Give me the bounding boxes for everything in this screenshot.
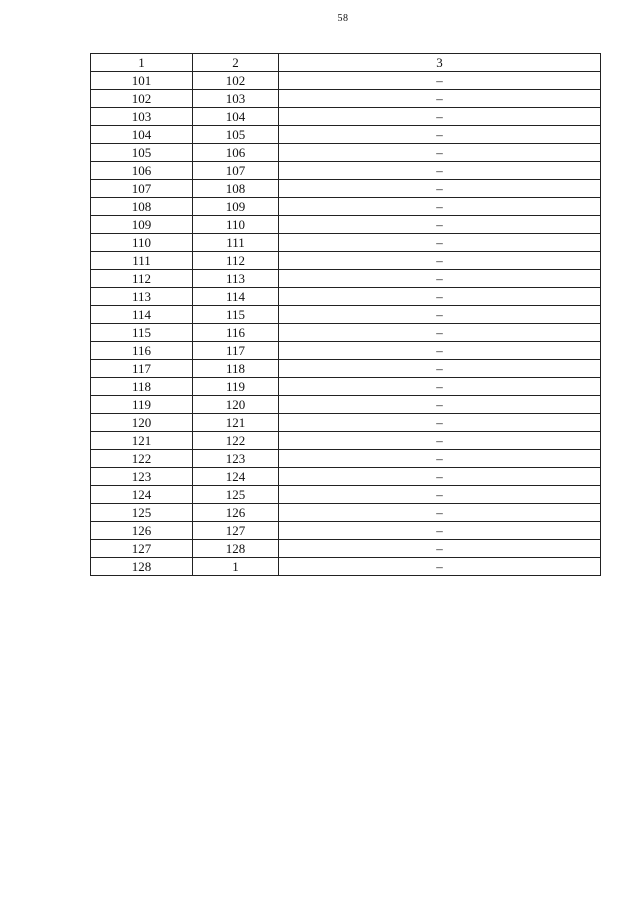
table-cell-col-3: – — [279, 360, 601, 378]
table-row — [91, 522, 601, 540]
table-row — [91, 396, 601, 414]
table-cell-col-2: 1 — [193, 558, 279, 576]
table-cell-col-1: 117 — [91, 360, 193, 378]
table-cell-col-3: – — [279, 162, 601, 180]
table-row — [91, 414, 601, 432]
table-cell-col-3: – — [279, 486, 601, 504]
table-cell-col-1: 116 — [91, 342, 193, 360]
table-cell-col-3: – — [279, 288, 601, 306]
table-cell-col-3: – — [279, 468, 601, 486]
table-cell-col-3: – — [279, 396, 601, 414]
table-cell-col-2: 117 — [193, 342, 279, 360]
table-cell-col-2: 123 — [193, 450, 279, 468]
table-cell-col-2: 107 — [193, 162, 279, 180]
table-cell-col-2: 103 — [193, 90, 279, 108]
page-number: 58 — [337, 13, 349, 24]
table-row — [91, 270, 601, 288]
table-cell-col-3: – — [279, 558, 601, 576]
table-cell-col-1: 112 — [91, 270, 193, 288]
table-cell-col-1: 121 — [91, 432, 193, 450]
table-cell-col-1: 126 — [91, 522, 193, 540]
data-table — [90, 53, 601, 576]
table-row — [91, 450, 601, 468]
table-cell-col-1: 125 — [91, 504, 193, 522]
table-cell-col-1: 107 — [91, 180, 193, 198]
table-cell-col-3: – — [279, 522, 601, 540]
table-cell-col-2: 125 — [193, 486, 279, 504]
table-row — [91, 72, 601, 90]
table-cell-col-2: 128 — [193, 540, 279, 558]
table-cell-col-2: 105 — [193, 126, 279, 144]
table-cell-col-3: – — [279, 72, 601, 90]
table-cell-col-2: 108 — [193, 180, 279, 198]
table-cell-col-3: – — [279, 414, 601, 432]
table-row — [91, 288, 601, 306]
table-cell-col-2: 124 — [193, 468, 279, 486]
table-cell-col-1: 104 — [91, 126, 193, 144]
table-cell-col-2: 120 — [193, 396, 279, 414]
table-row — [91, 504, 601, 522]
table-cell-col-3: – — [279, 126, 601, 144]
table-cell-col-3: – — [279, 540, 601, 558]
table-row — [91, 180, 601, 198]
table-cell-col-1: 115 — [91, 324, 193, 342]
table-row — [91, 360, 601, 378]
table-cell-col-3: – — [279, 324, 601, 342]
table-row — [91, 216, 601, 234]
table-cell-col-3: – — [279, 342, 601, 360]
table-cell-col-1: 119 — [91, 396, 193, 414]
column-header-2: 2 — [193, 54, 279, 72]
table-cell-col-3: – — [279, 90, 601, 108]
column-header-1: 1 — [91, 54, 193, 72]
table-cell-col-1: 110 — [91, 234, 193, 252]
table-cell-col-2: 118 — [193, 360, 279, 378]
table-row — [91, 342, 601, 360]
table-header — [91, 54, 601, 72]
table-row — [91, 108, 601, 126]
table-cell-col-2: 115 — [193, 306, 279, 324]
table-cell-col-3: – — [279, 450, 601, 468]
table-cell-col-1: 105 — [91, 144, 193, 162]
table-cell-col-1: 103 — [91, 108, 193, 126]
table-row — [91, 126, 601, 144]
table-cell-col-1: 101 — [91, 72, 193, 90]
table-cell-col-1: 109 — [91, 216, 193, 234]
table-cell-col-3: – — [279, 108, 601, 126]
table-cell-col-3: – — [279, 432, 601, 450]
table-cell-col-3: – — [279, 216, 601, 234]
table-cell-col-1: 106 — [91, 162, 193, 180]
table-cell-col-2: 127 — [193, 522, 279, 540]
table-row — [91, 234, 601, 252]
table-header-row — [91, 54, 601, 72]
table-cell-col-1: 124 — [91, 486, 193, 504]
table-cell-col-2: 111 — [193, 234, 279, 252]
table-cell-col-2: 104 — [193, 108, 279, 126]
table-cell-col-3: – — [279, 504, 601, 522]
table-cell-col-1: 122 — [91, 450, 193, 468]
table-row — [91, 540, 601, 558]
table-cell-col-1: 120 — [91, 414, 193, 432]
table-cell-col-3: – — [279, 180, 601, 198]
table-row — [91, 468, 601, 486]
table-cell-col-1: 108 — [91, 198, 193, 216]
table-cell-col-2: 116 — [193, 324, 279, 342]
table-cell-col-3: – — [279, 306, 601, 324]
table-cell-col-3: – — [279, 144, 601, 162]
table-cell-col-1: 123 — [91, 468, 193, 486]
table-row — [91, 306, 601, 324]
table-body — [91, 72, 601, 576]
table-row — [91, 378, 601, 396]
table-cell-col-2: 110 — [193, 216, 279, 234]
table-cell-col-2: 106 — [193, 144, 279, 162]
table-cell-col-3: – — [279, 234, 601, 252]
table-cell-col-2: 109 — [193, 198, 279, 216]
table-cell-col-1: 128 — [91, 558, 193, 576]
table-cell-col-3: – — [279, 270, 601, 288]
table-cell-col-1: 102 — [91, 90, 193, 108]
table-cell-col-1: 127 — [91, 540, 193, 558]
table-cell-col-2: 122 — [193, 432, 279, 450]
table-row — [91, 198, 601, 216]
table-cell-col-3: – — [279, 378, 601, 396]
table-row — [91, 90, 601, 108]
table-cell-col-2: 126 — [193, 504, 279, 522]
table-cell-col-2: 114 — [193, 288, 279, 306]
table-row — [91, 486, 601, 504]
table-cell-col-1: 118 — [91, 378, 193, 396]
table-row — [91, 558, 601, 576]
table-row — [91, 162, 601, 180]
table-cell-col-3: – — [279, 252, 601, 270]
table-cell-col-2: 121 — [193, 414, 279, 432]
table-row — [91, 144, 601, 162]
table-cell-col-1: 114 — [91, 306, 193, 324]
table-cell-col-2: 102 — [193, 72, 279, 90]
table-cell-col-1: 111 — [91, 252, 193, 270]
column-header-3: 3 — [279, 54, 601, 72]
table-cell-col-2: 113 — [193, 270, 279, 288]
table-row — [91, 252, 601, 270]
table-cell-col-2: 119 — [193, 378, 279, 396]
table-cell-col-1: 113 — [91, 288, 193, 306]
table-row — [91, 432, 601, 450]
table-cell-col-3: – — [279, 198, 601, 216]
table-cell-col-2: 112 — [193, 252, 279, 270]
table-row — [91, 324, 601, 342]
